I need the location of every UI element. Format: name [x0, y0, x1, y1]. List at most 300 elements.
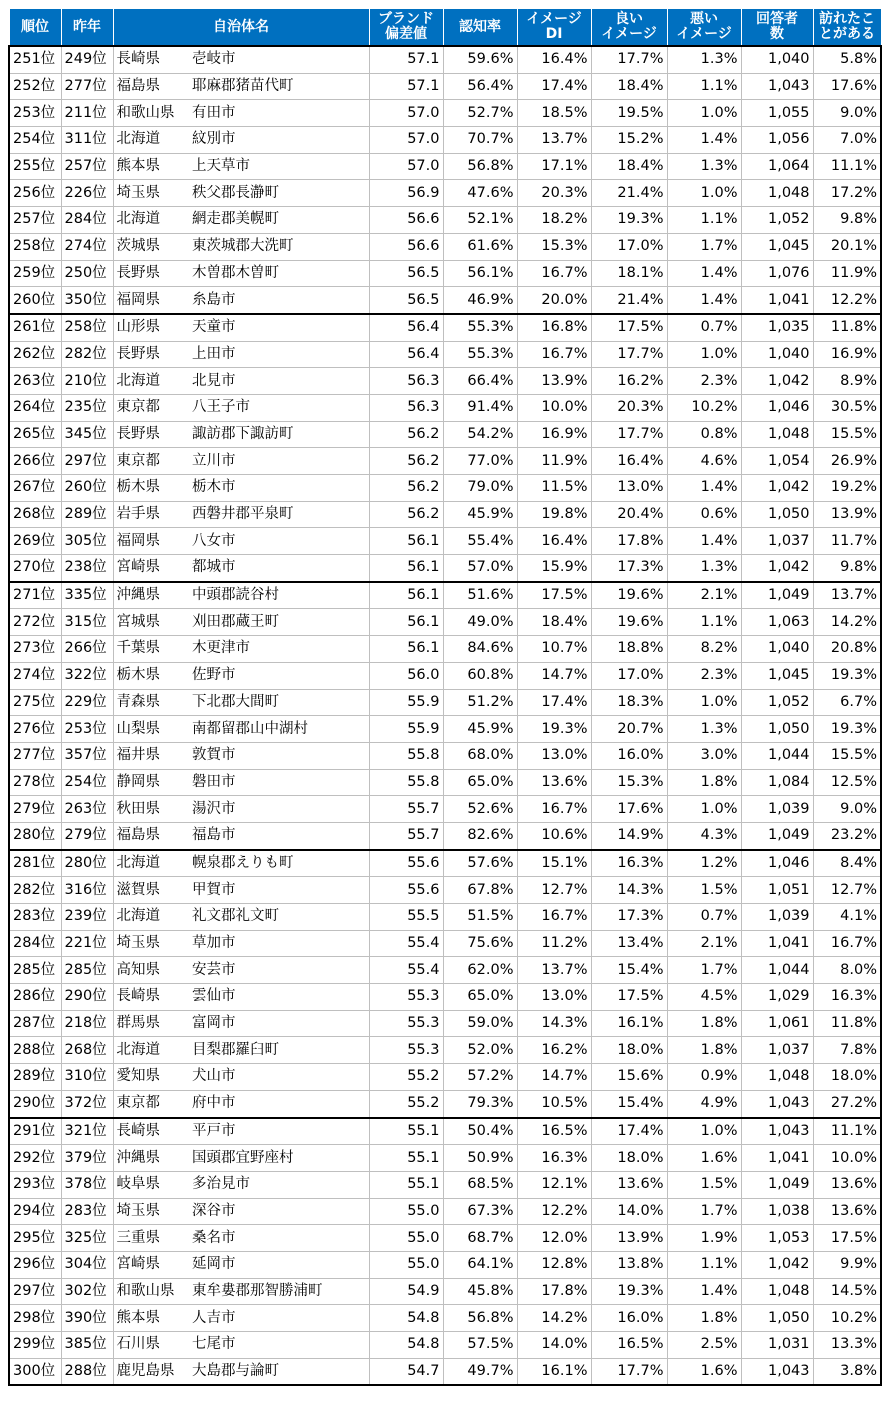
cell-municipality: 八王子市 [189, 394, 369, 421]
table-row [9, 1118, 881, 1145]
cell-good-image: 17.5% [591, 314, 667, 341]
cell-image-di: 20.0% [517, 287, 591, 314]
cell-brand-score: 56.5 [369, 260, 443, 287]
cell-municipality: 佐野市 [189, 662, 369, 689]
cell-rank: 256位 [9, 180, 61, 207]
cell-municipality: 都城市 [189, 555, 369, 582]
cell-brand-score: 56.5 [369, 287, 443, 314]
cell-brand-score: 55.3 [369, 984, 443, 1011]
cell-bad-image: 4.9% [667, 1090, 741, 1117]
table-row [9, 127, 881, 154]
cell-brand-score: 55.4 [369, 957, 443, 984]
cell-visited: 30.5% [813, 394, 881, 421]
cell-visited: 17.5% [813, 1225, 881, 1252]
cell-last-year: 322位 [61, 662, 113, 689]
cell-brand-score: 56.2 [369, 448, 443, 475]
cell-last-year: 218位 [61, 1010, 113, 1037]
cell-visited: 15.5% [813, 421, 881, 448]
cell-municipality: 人吉市 [189, 1305, 369, 1332]
cell-awareness: 52.7% [443, 100, 517, 127]
ranking-table [8, 8, 882, 1386]
cell-image-di: 10.7% [517, 636, 591, 663]
cell-municipality: 延岡市 [189, 1251, 369, 1278]
cell-respondents: 1,056 [741, 127, 813, 154]
cell-respondents: 1,042 [741, 475, 813, 502]
cell-respondents: 1,031 [741, 1332, 813, 1359]
cell-awareness: 68.0% [443, 742, 517, 769]
cell-bad-image: 1.1% [667, 609, 741, 636]
cell-municipality: 甲賀市 [189, 877, 369, 904]
cell-prefecture: 長崎県 [113, 46, 189, 73]
cell-prefecture: 山梨県 [113, 716, 189, 743]
cell-last-year: 253位 [61, 716, 113, 743]
cell-image-di: 13.7% [517, 127, 591, 154]
cell-bad-image: 2.1% [667, 930, 741, 957]
cell-prefecture: 埼玉県 [113, 1198, 189, 1225]
table-row [9, 341, 881, 368]
cell-brand-score: 56.1 [369, 528, 443, 555]
cell-image-di: 10.0% [517, 394, 591, 421]
table-row [9, 716, 881, 743]
cell-awareness: 61.6% [443, 233, 517, 260]
cell-last-year: 325位 [61, 1225, 113, 1252]
cell-visited: 8.0% [813, 957, 881, 984]
cell-bad-image: 1.0% [667, 1118, 741, 1145]
cell-good-image: 17.7% [591, 421, 667, 448]
cell-image-di: 13.0% [517, 742, 591, 769]
cell-municipality: 糸島市 [189, 287, 369, 314]
cell-respondents: 1,048 [741, 1064, 813, 1091]
cell-respondents: 1,037 [741, 1037, 813, 1064]
cell-rank: 274位 [9, 662, 61, 689]
cell-brand-score: 56.2 [369, 421, 443, 448]
table-row [9, 1171, 881, 1198]
cell-good-image: 16.4% [591, 448, 667, 475]
cell-awareness: 65.0% [443, 769, 517, 796]
cell-bad-image: 1.1% [667, 207, 741, 234]
cell-visited: 11.1% [813, 1118, 881, 1145]
cell-municipality: 敦賀市 [189, 742, 369, 769]
cell-last-year: 263位 [61, 796, 113, 823]
cell-brand-score: 55.9 [369, 716, 443, 743]
cell-good-image: 19.6% [591, 582, 667, 609]
cell-municipality: 深谷市 [189, 1198, 369, 1225]
cell-good-image: 17.8% [591, 528, 667, 555]
cell-prefecture: 宮崎県 [113, 1251, 189, 1278]
table-row [9, 1332, 881, 1359]
cell-respondents: 1,050 [741, 501, 813, 528]
cell-good-image: 18.8% [591, 636, 667, 663]
cell-awareness: 56.1% [443, 260, 517, 287]
cell-last-year: 288位 [61, 1358, 113, 1385]
cell-awareness: 68.7% [443, 1225, 517, 1252]
cell-rank: 253位 [9, 100, 61, 127]
cell-image-di: 16.7% [517, 796, 591, 823]
cell-bad-image: 1.0% [667, 100, 741, 127]
cell-respondents: 1,054 [741, 448, 813, 475]
cell-rank: 252位 [9, 73, 61, 100]
cell-respondents: 1,055 [741, 100, 813, 127]
cell-bad-image: 1.2% [667, 850, 741, 877]
cell-prefecture: 埼玉県 [113, 930, 189, 957]
cell-visited: 12.7% [813, 877, 881, 904]
cell-last-year: 385位 [61, 1332, 113, 1359]
cell-last-year: 221位 [61, 930, 113, 957]
cell-rank: 266位 [9, 448, 61, 475]
cell-municipality: 東茨城郡大洗町 [189, 233, 369, 260]
cell-last-year: 345位 [61, 421, 113, 448]
cell-rank: 297位 [9, 1278, 61, 1305]
cell-respondents: 1,044 [741, 742, 813, 769]
cell-prefecture: 福島県 [113, 73, 189, 100]
cell-rank: 262位 [9, 341, 61, 368]
cell-awareness: 57.6% [443, 850, 517, 877]
table-row [9, 822, 881, 849]
cell-bad-image: 1.8% [667, 1305, 741, 1332]
cell-image-di: 16.4% [517, 528, 591, 555]
table-row [9, 421, 881, 448]
cell-municipality: 南都留郡山中湖村 [189, 716, 369, 743]
cell-good-image: 13.9% [591, 1225, 667, 1252]
cell-visited: 11.8% [813, 314, 881, 341]
cell-rank: 263位 [9, 368, 61, 395]
cell-municipality: 諏訪郡下諏訪町 [189, 421, 369, 448]
cell-rank: 268位 [9, 501, 61, 528]
cell-awareness: 45.9% [443, 501, 517, 528]
cell-good-image: 17.7% [591, 341, 667, 368]
cell-bad-image: 1.9% [667, 1225, 741, 1252]
header-good-image: 良い イメージ [591, 9, 667, 47]
cell-bad-image: 10.2% [667, 394, 741, 421]
cell-rank: 264位 [9, 394, 61, 421]
cell-visited: 5.8% [813, 46, 881, 73]
cell-respondents: 1,049 [741, 582, 813, 609]
cell-good-image: 15.6% [591, 1064, 667, 1091]
cell-awareness: 59.6% [443, 46, 517, 73]
cell-good-image: 18.1% [591, 260, 667, 287]
cell-visited: 9.9% [813, 1251, 881, 1278]
cell-last-year: 310位 [61, 1064, 113, 1091]
cell-bad-image: 1.5% [667, 1171, 741, 1198]
cell-good-image: 20.4% [591, 501, 667, 528]
cell-respondents: 1,037 [741, 528, 813, 555]
cell-good-image: 17.6% [591, 796, 667, 823]
cell-municipality: 上田市 [189, 341, 369, 368]
cell-municipality: 礼文郡礼文町 [189, 904, 369, 931]
cell-prefecture: 鹿児島県 [113, 1358, 189, 1385]
cell-rank: 265位 [9, 421, 61, 448]
cell-visited: 13.6% [813, 1198, 881, 1225]
table-row [9, 742, 881, 769]
cell-awareness: 79.3% [443, 1090, 517, 1117]
cell-good-image: 13.0% [591, 475, 667, 502]
cell-last-year: 282位 [61, 341, 113, 368]
cell-image-di: 20.3% [517, 180, 591, 207]
table-row [9, 46, 881, 73]
cell-good-image: 18.4% [591, 73, 667, 100]
cell-image-di: 18.2% [517, 207, 591, 234]
cell-rank: 269位 [9, 528, 61, 555]
cell-awareness: 66.4% [443, 368, 517, 395]
cell-municipality: 目梨郡羅臼町 [189, 1037, 369, 1064]
cell-respondents: 1,039 [741, 904, 813, 931]
header-bad-image: 悪い イメージ [667, 9, 741, 47]
cell-bad-image: 0.7% [667, 904, 741, 931]
cell-bad-image: 1.6% [667, 1145, 741, 1172]
cell-rank: 280位 [9, 822, 61, 849]
cell-image-di: 11.2% [517, 930, 591, 957]
cell-respondents: 1,043 [741, 1118, 813, 1145]
cell-brand-score: 56.1 [369, 555, 443, 582]
table-row [9, 1145, 881, 1172]
cell-bad-image: 1.7% [667, 233, 741, 260]
cell-last-year: 277位 [61, 73, 113, 100]
cell-last-year: 239位 [61, 904, 113, 931]
cell-respondents: 1,049 [741, 1171, 813, 1198]
cell-image-di: 12.7% [517, 877, 591, 904]
cell-image-di: 15.1% [517, 850, 591, 877]
cell-prefecture: 滋賀県 [113, 877, 189, 904]
table-row [9, 180, 881, 207]
cell-rank: 289位 [9, 1064, 61, 1091]
header-municipality: 自治体名 [113, 9, 369, 47]
cell-brand-score: 55.7 [369, 796, 443, 823]
cell-good-image: 14.9% [591, 822, 667, 849]
cell-awareness: 57.0% [443, 555, 517, 582]
cell-brand-score: 56.4 [369, 341, 443, 368]
cell-bad-image: 2.5% [667, 1332, 741, 1359]
cell-brand-score: 57.0 [369, 127, 443, 154]
cell-municipality: 網走郡美幌町 [189, 207, 369, 234]
cell-municipality: 木更津市 [189, 636, 369, 663]
cell-rank: 275位 [9, 689, 61, 716]
cell-municipality: 有田市 [189, 100, 369, 127]
cell-respondents: 1,045 [741, 662, 813, 689]
cell-respondents: 1,044 [741, 957, 813, 984]
cell-last-year: 226位 [61, 180, 113, 207]
table-row [9, 957, 881, 984]
cell-respondents: 1,040 [741, 46, 813, 73]
cell-visited: 12.2% [813, 287, 881, 314]
cell-last-year: 305位 [61, 528, 113, 555]
cell-image-di: 14.3% [517, 1010, 591, 1037]
cell-awareness: 60.8% [443, 662, 517, 689]
cell-municipality: 立川市 [189, 448, 369, 475]
cell-respondents: 1,046 [741, 394, 813, 421]
cell-good-image: 16.5% [591, 1332, 667, 1359]
cell-municipality: 刈田郡蔵王町 [189, 609, 369, 636]
cell-image-di: 16.8% [517, 314, 591, 341]
cell-respondents: 1,064 [741, 153, 813, 180]
cell-prefecture: 熊本県 [113, 1305, 189, 1332]
cell-good-image: 17.3% [591, 555, 667, 582]
cell-image-di: 15.3% [517, 233, 591, 260]
cell-awareness: 55.3% [443, 314, 517, 341]
cell-bad-image: 1.4% [667, 260, 741, 287]
cell-bad-image: 1.4% [667, 1278, 741, 1305]
table-row [9, 850, 881, 877]
cell-respondents: 1,084 [741, 769, 813, 796]
table-row [9, 528, 881, 555]
cell-bad-image: 1.4% [667, 475, 741, 502]
cell-municipality: 犬山市 [189, 1064, 369, 1091]
cell-image-di: 15.9% [517, 555, 591, 582]
cell-visited: 16.3% [813, 984, 881, 1011]
cell-visited: 7.0% [813, 127, 881, 154]
cell-rank: 278位 [9, 769, 61, 796]
table-row [9, 207, 881, 234]
table-row [9, 1064, 881, 1091]
table-row [9, 796, 881, 823]
cell-visited: 27.2% [813, 1090, 881, 1117]
cell-last-year: 260位 [61, 475, 113, 502]
cell-prefecture: 岐阜県 [113, 1171, 189, 1198]
cell-respondents: 1,041 [741, 1145, 813, 1172]
cell-prefecture: 三重県 [113, 1225, 189, 1252]
cell-good-image: 16.0% [591, 1305, 667, 1332]
cell-awareness: 51.6% [443, 582, 517, 609]
cell-prefecture: 沖縄県 [113, 1145, 189, 1172]
cell-respondents: 1,042 [741, 368, 813, 395]
cell-visited: 11.8% [813, 1010, 881, 1037]
cell-brand-score: 56.6 [369, 207, 443, 234]
cell-awareness: 57.2% [443, 1064, 517, 1091]
cell-image-di: 17.8% [517, 1278, 591, 1305]
table-row [9, 904, 881, 931]
cell-rank: 287位 [9, 1010, 61, 1037]
cell-rank: 294位 [9, 1198, 61, 1225]
cell-good-image: 16.1% [591, 1010, 667, 1037]
header-awareness: 認知率 [443, 9, 517, 47]
cell-visited: 12.5% [813, 769, 881, 796]
cell-last-year: 316位 [61, 877, 113, 904]
cell-municipality: 壱岐市 [189, 46, 369, 73]
cell-prefecture: 福井県 [113, 742, 189, 769]
cell-last-year: 258位 [61, 314, 113, 341]
cell-bad-image: 1.5% [667, 877, 741, 904]
cell-brand-score: 55.2 [369, 1064, 443, 1091]
cell-municipality: 紋別市 [189, 127, 369, 154]
cell-municipality: 国頭郡宜野座村 [189, 1145, 369, 1172]
cell-municipality: 中頭郡読谷村 [189, 582, 369, 609]
cell-brand-score: 57.0 [369, 100, 443, 127]
table-row [9, 153, 881, 180]
cell-respondents: 1,063 [741, 609, 813, 636]
cell-municipality: 湯沢市 [189, 796, 369, 823]
cell-good-image: 16.3% [591, 850, 667, 877]
cell-municipality: 北見市 [189, 368, 369, 395]
cell-prefecture: 高知県 [113, 957, 189, 984]
cell-good-image: 20.7% [591, 716, 667, 743]
cell-bad-image: 1.4% [667, 528, 741, 555]
cell-awareness: 54.2% [443, 421, 517, 448]
cell-brand-score: 55.7 [369, 822, 443, 849]
cell-respondents: 1,046 [741, 850, 813, 877]
cell-awareness: 52.1% [443, 207, 517, 234]
cell-bad-image: 1.8% [667, 769, 741, 796]
cell-prefecture: 東京都 [113, 448, 189, 475]
cell-visited: 13.7% [813, 582, 881, 609]
cell-prefecture: 栃木県 [113, 475, 189, 502]
cell-respondents: 1,029 [741, 984, 813, 1011]
cell-last-year: 238位 [61, 555, 113, 582]
cell-image-di: 10.5% [517, 1090, 591, 1117]
cell-brand-score: 56.2 [369, 501, 443, 528]
cell-image-di: 13.0% [517, 984, 591, 1011]
cell-prefecture: 静岡県 [113, 769, 189, 796]
cell-image-di: 18.4% [517, 609, 591, 636]
cell-prefecture: 沖縄県 [113, 582, 189, 609]
cell-rank: 285位 [9, 957, 61, 984]
cell-brand-score: 55.8 [369, 769, 443, 796]
cell-bad-image: 0.9% [667, 1064, 741, 1091]
cell-rank: 255位 [9, 153, 61, 180]
cell-brand-score: 56.1 [369, 636, 443, 663]
cell-visited: 14.5% [813, 1278, 881, 1305]
table-row [9, 1037, 881, 1064]
cell-awareness: 67.8% [443, 877, 517, 904]
cell-awareness: 55.3% [443, 341, 517, 368]
cell-awareness: 45.8% [443, 1278, 517, 1305]
cell-image-di: 13.6% [517, 769, 591, 796]
cell-awareness: 64.1% [443, 1251, 517, 1278]
cell-last-year: 284位 [61, 207, 113, 234]
cell-municipality: 耶麻郡猪苗代町 [189, 73, 369, 100]
cell-respondents: 1,041 [741, 930, 813, 957]
cell-brand-score: 56.2 [369, 475, 443, 502]
cell-respondents: 1,052 [741, 689, 813, 716]
cell-good-image: 17.7% [591, 46, 667, 73]
cell-brand-score: 55.4 [369, 930, 443, 957]
cell-brand-score: 54.7 [369, 1358, 443, 1385]
cell-image-di: 13.7% [517, 957, 591, 984]
cell-respondents: 1,048 [741, 180, 813, 207]
cell-awareness: 47.6% [443, 180, 517, 207]
cell-good-image: 15.4% [591, 957, 667, 984]
cell-municipality: 雲仙市 [189, 984, 369, 1011]
cell-bad-image: 4.5% [667, 984, 741, 1011]
cell-good-image: 15.2% [591, 127, 667, 154]
cell-respondents: 1,042 [741, 555, 813, 582]
cell-bad-image: 0.7% [667, 314, 741, 341]
cell-respondents: 1,050 [741, 716, 813, 743]
cell-image-di: 17.4% [517, 73, 591, 100]
cell-good-image: 16.0% [591, 742, 667, 769]
cell-prefecture: 長崎県 [113, 984, 189, 1011]
cell-good-image: 17.0% [591, 662, 667, 689]
cell-brand-score: 55.0 [369, 1198, 443, 1225]
cell-visited: 9.0% [813, 796, 881, 823]
cell-bad-image: 1.4% [667, 127, 741, 154]
cell-brand-score: 56.9 [369, 180, 443, 207]
table-row [9, 636, 881, 663]
cell-bad-image: 2.1% [667, 582, 741, 609]
cell-good-image: 17.7% [591, 1358, 667, 1385]
cell-rank: 257位 [9, 207, 61, 234]
header-brand-score: ブランド 偏差値 [369, 9, 443, 47]
cell-rank: 272位 [9, 609, 61, 636]
cell-last-year: 311位 [61, 127, 113, 154]
table-row [9, 1090, 881, 1117]
cell-visited: 13.3% [813, 1332, 881, 1359]
cell-municipality: 多治見市 [189, 1171, 369, 1198]
cell-image-di: 16.7% [517, 904, 591, 931]
cell-respondents: 1,053 [741, 1225, 813, 1252]
cell-rank: 291位 [9, 1118, 61, 1145]
cell-municipality: 府中市 [189, 1090, 369, 1117]
cell-last-year: 235位 [61, 394, 113, 421]
cell-municipality: 福島市 [189, 822, 369, 849]
